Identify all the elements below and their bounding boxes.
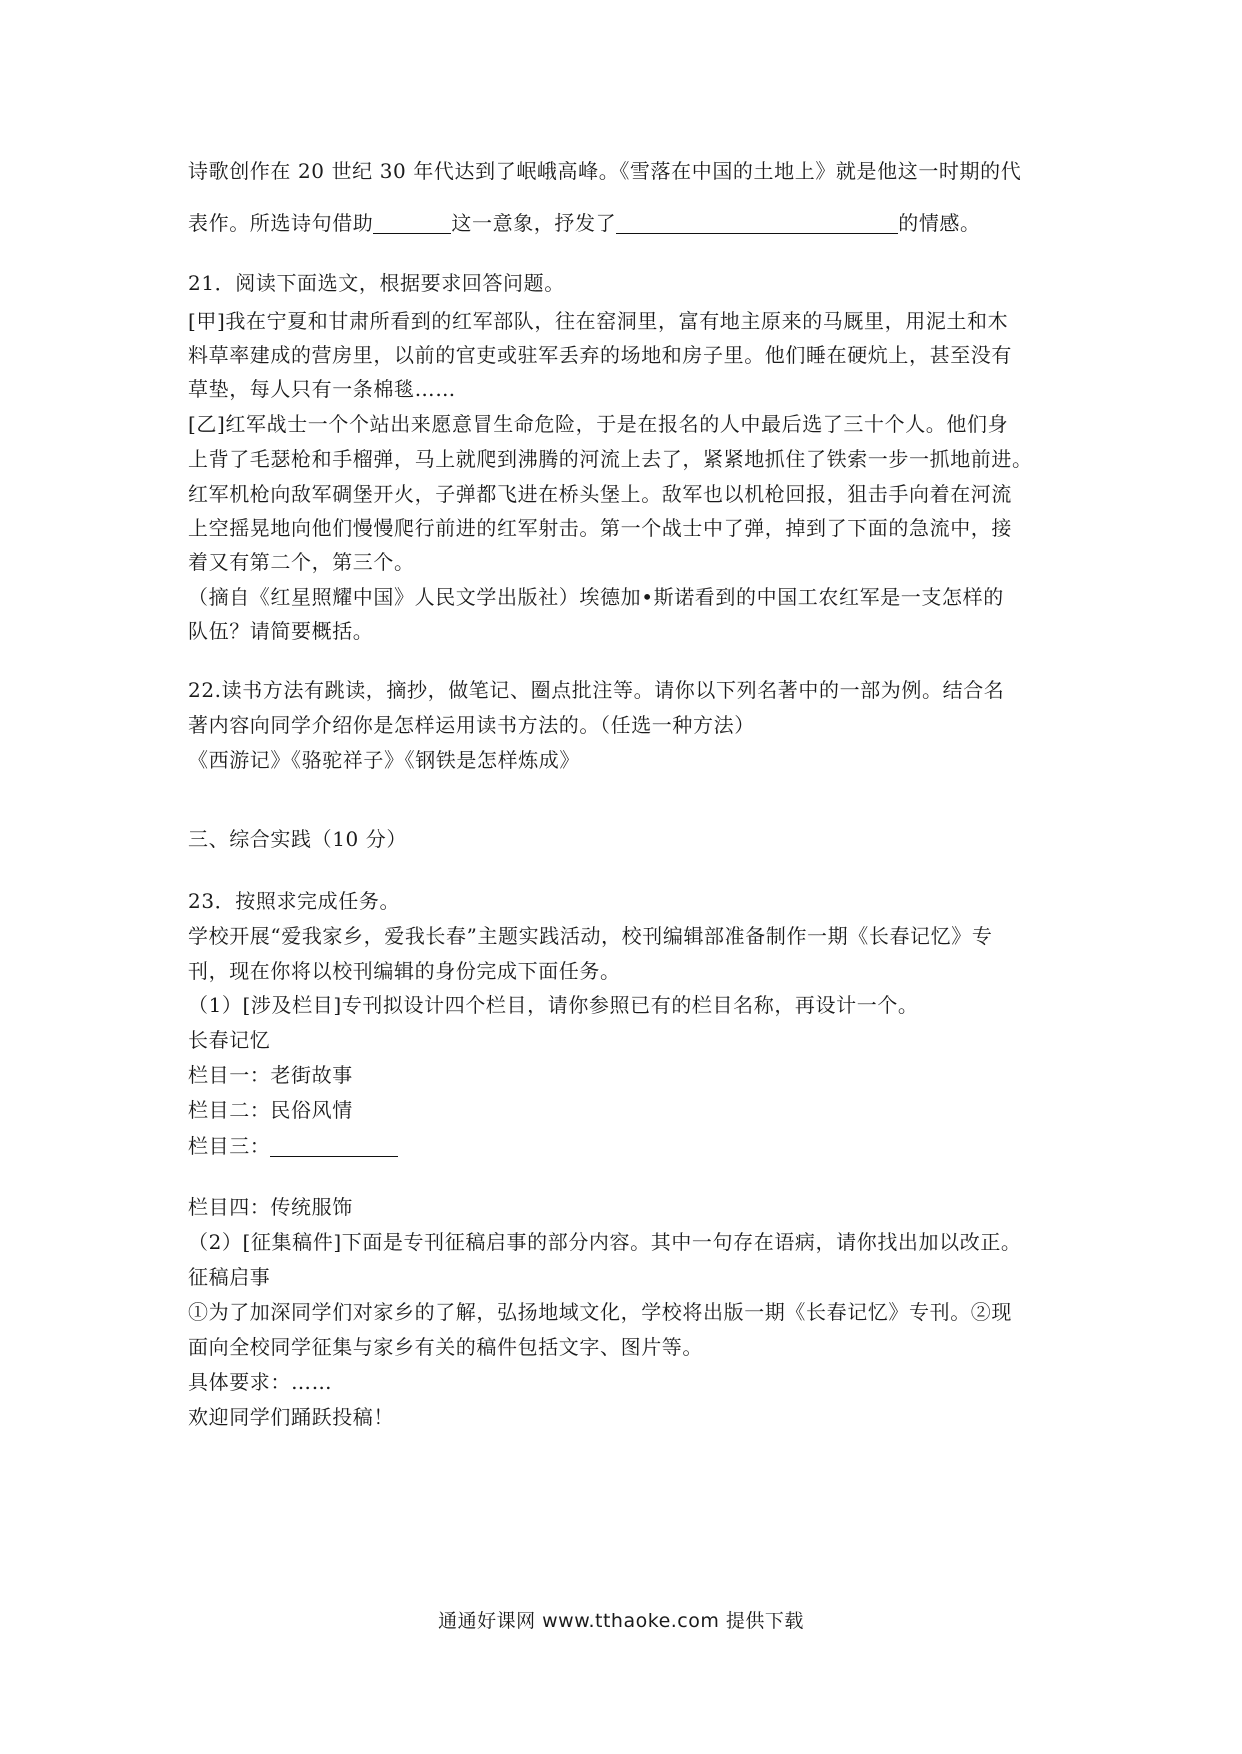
notice-title: 征稿启事: [188, 1265, 271, 1289]
page-footer: 通通好课网 www.tthaoke.com 提供下载: [438, 1610, 804, 1632]
passage-line: 料草率建成的营房里，以前的官吏或驻军丢弃的场地和房子里。他们睡在硬炕上，甚至没有: [188, 343, 1012, 367]
answer-blank[interactable]: [616, 211, 898, 234]
fill-in-line: [188, 210, 981, 236]
text-fragment: 这一意象，抒发了: [451, 211, 617, 235]
column-label: 栏目三：: [188, 1134, 271, 1158]
notice-line: ①为了加深同学们对家乡的了解，弘扬地域文化，学校将出版一期《长春记忆》专刊。②现: [188, 1300, 1012, 1324]
answer-blank[interactable]: [373, 211, 451, 234]
passage-line: [甲]我在宁夏和甘肃所看到的红军部队，往在窑洞里，富有地主原来的马厩里，用泥土和木: [188, 309, 1009, 333]
journal-title: 长春记忆: [188, 1028, 271, 1052]
column-item: [188, 1133, 398, 1159]
question-line: 学校开展“爱我家乡，爱我长春”主题实践活动，校刊编辑部准备制作一期《长春记忆》专: [188, 924, 993, 948]
question-line: 刊，现在你将以校刊编辑的身份完成下面任务。: [188, 959, 621, 983]
passage-line: 着又有第二个，第三个。: [188, 550, 415, 574]
passage-line: 上背了毛瑟枪和手榴弹，马上就爬到沸腾的河流上去了，紧紧地抓住了铁索一步一抓地前进。: [188, 447, 1033, 471]
passage-line: （摘自《红星照耀中国》人民文学出版社）埃德加•斯诺看到的中国工农红军是一支怎样的: [188, 585, 1004, 609]
passage-line: 上空摇晃地向他们慢慢爬行前进的红军射击。第一个战士中了弹，掉到了下面的急流中，接: [188, 516, 1012, 540]
notice-line: 面向全校同学征集与家乡有关的稿件包括文字、图片等。: [188, 1335, 703, 1359]
question-line: （1）[涉及栏目]专刊拟设计四个栏目，请你参照已有的栏目名称，再设计一个。: [188, 993, 919, 1017]
passage-line: 队伍？请简要概括。: [188, 619, 374, 643]
question-line: 著内容向同学介绍你是怎样运用读书方法的。（任选一种方法）: [188, 713, 755, 737]
text-fragment: 表作。所选诗句借助: [188, 211, 374, 235]
text-fragment: 的情感。: [898, 211, 981, 235]
question-line: 22.读书方法有跳读，摘抄，做笔记、圈点批注等。请你以下列名著中的一部为例。结合名: [188, 678, 1005, 702]
passage-line: [乙]红军战士一个个站出来愿意冒生命危险，于是在报名的人中最后选了三十个人。他们身: [188, 412, 1009, 436]
passage-line: 草垫，每人只有一条棉毯……: [188, 377, 456, 401]
document-page: [188, 0, 1058, 1754]
column-item: 栏目一：老街故事: [188, 1063, 353, 1087]
text-line: 诗歌创作在 20 世纪 30 年代达到了岷峨高峰。《雪落在中国的土地上》就是他这一时期的代: [188, 159, 1022, 183]
column-item: 栏目二：民俗风情: [188, 1098, 353, 1122]
book-list: 《西游记》《骆驼祥子》《钢铁是怎样炼成》: [188, 748, 580, 772]
question-title: 23．按照求完成任务。: [188, 889, 401, 913]
notice-line: 具体要求：……: [188, 1370, 333, 1394]
answer-blank[interactable]: [270, 1134, 398, 1157]
question-line: （2）[征集稿件]下面是专刊征稿启事的部分内容。其中一句存在语病，请你找出加以改正。: [188, 1230, 1022, 1254]
column-item: 栏目四：传统服饰: [188, 1195, 353, 1219]
passage-line: 红军机枪向敌军碉堡开火，子弹都飞进在桥头堡上。敌军也以机枪回报，狙击手向着在河流: [188, 482, 1012, 506]
notice-line: 欢迎同学们踊跃投稿！: [188, 1405, 394, 1429]
section-heading: 三、综合实践（10 分）: [188, 827, 408, 851]
question-title: 21．阅读下面选文，根据要求回答问题。: [188, 271, 565, 295]
